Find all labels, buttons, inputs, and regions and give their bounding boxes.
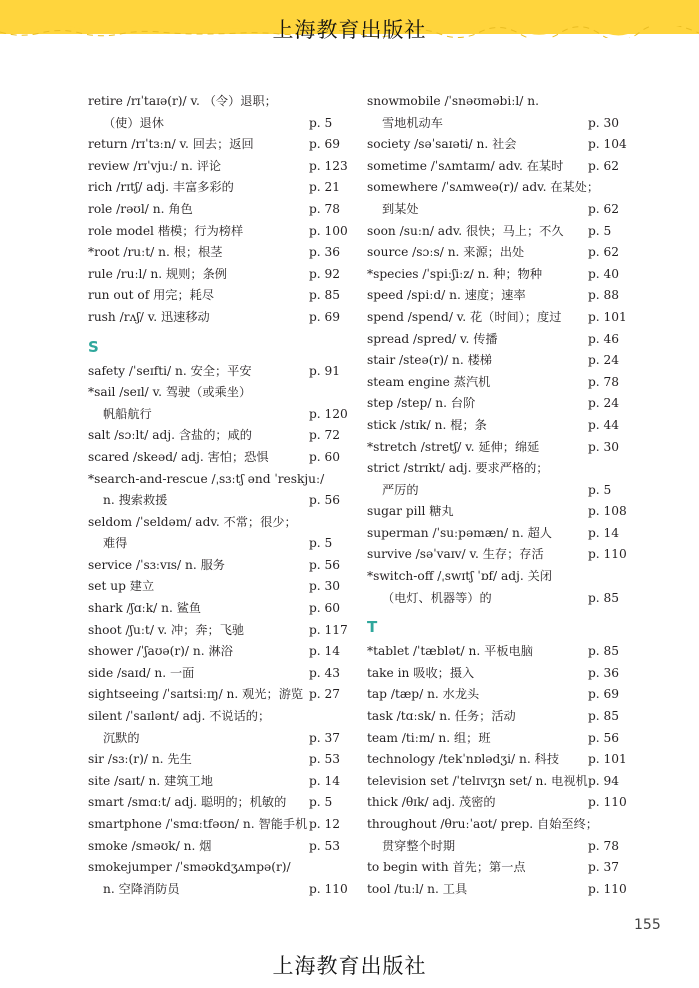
entry-page-ref: p. 91 <box>309 363 341 378</box>
entry-text: rich /rɪtʃ/ adj. 丰富多彩的 <box>88 180 234 195</box>
entry-page-ref: p. 110 <box>309 881 348 896</box>
glossary-entry-line <box>367 749 629 771</box>
entry-page-ref: p. 60 <box>309 601 341 616</box>
entry-page-ref: p. 56 <box>309 493 341 508</box>
entry-text: 难得 <box>103 536 128 551</box>
entry-page-ref: p. 101 <box>588 309 627 324</box>
entry-text: service /ˈsɜːvɪs/ n. 服务 <box>88 557 225 572</box>
glossary-entry-line <box>88 879 350 901</box>
entry-text: n. 搜索救援 <box>103 493 168 508</box>
glossary-entry-line <box>88 264 350 286</box>
entry-text: *search-and-rescue /ˌsɜːtʃ ənd ˈreskjuː/ <box>88 471 325 486</box>
entry-text: spread /spred/ v. 传播 <box>367 331 498 346</box>
entry-page-ref: p. 44 <box>588 417 620 432</box>
entry-text: site /saɪt/ n. 建筑工地 <box>88 773 213 788</box>
glossary-entry-line <box>88 177 350 199</box>
entry-text: take in 吸收；摄入 <box>367 665 475 680</box>
glossary-entry-line <box>88 221 350 243</box>
entry-page-ref: p. 5 <box>588 482 612 497</box>
glossary-entry-line <box>367 771 629 793</box>
glossary-entry-line <box>367 523 629 545</box>
entry-page-ref: p. 14 <box>588 525 620 540</box>
glossary-entry-line <box>88 814 350 836</box>
glossary-entry-line <box>367 857 629 879</box>
entry-text: 沉默的 <box>103 730 140 745</box>
entry-page-ref: p. 78 <box>588 838 620 853</box>
entry-page-ref: p. 56 <box>588 730 620 745</box>
entry-page-ref: p. 62 <box>588 201 620 216</box>
entry-text: （电灯、机器等）的 <box>382 590 492 605</box>
entry-page-ref: p. 43 <box>309 665 341 680</box>
entry-text: soon /suːn/ adv. 很快；马上；不久 <box>367 223 564 238</box>
entry-page-ref: p. 78 <box>309 201 341 216</box>
entry-page-ref: p. 5 <box>309 115 333 130</box>
entry-text: snowmobile /ˈsnəʊməbiːl/ n. <box>367 94 539 108</box>
glossary-entry-line <box>367 177 629 199</box>
entry-text: set up 建立 <box>88 579 155 594</box>
entry-page-ref: p. 53 <box>309 752 341 767</box>
entry-text: steam engine 蒸汽机 <box>367 374 491 389</box>
entry-text: shoot /ʃuːt/ v. 冲；奔；飞驰 <box>88 622 245 637</box>
glossary-entry-line <box>88 447 350 469</box>
glossary-entry-line <box>367 134 629 156</box>
entry-page-ref: p. 36 <box>588 665 620 680</box>
glossary-entry-line <box>88 749 350 771</box>
entry-text: *stretch /stretʃ/ v. 延伸；绵延 <box>367 439 540 454</box>
glossary-entry-line <box>367 393 629 415</box>
entry-page-ref: p. 5 <box>588 223 612 238</box>
publisher-header: 上海教育出版社 <box>272 18 427 42</box>
glossary-entry-line <box>367 91 629 113</box>
entry-text: （使）退休 <box>103 115 164 130</box>
glossary-entry-line <box>88 156 350 178</box>
entry-page-ref: p. 14 <box>309 644 341 659</box>
entry-text: rush /rʌʃ/ v. 迅速移动 <box>88 309 210 324</box>
entry-text: role /rəʊl/ n. 角色 <box>88 201 193 216</box>
glossary-entry-line <box>88 307 350 329</box>
entry-page-ref: p. 117 <box>309 622 348 637</box>
entry-text: retire /rɪˈtaɪə(r)/ v. （令）退职； <box>88 94 277 108</box>
entry-text: 贯穿整个时期 <box>382 838 456 853</box>
entry-page-ref: p. 30 <box>588 439 620 454</box>
entry-page-ref: p. 110 <box>588 881 627 896</box>
glossary-entry-line <box>367 879 629 901</box>
entry-page-ref: p. 94 <box>588 773 620 788</box>
entry-text: scared /skeəd/ adj. 害怕；恐惧 <box>88 449 269 464</box>
glossary-entry-line <box>367 458 629 480</box>
entry-page-ref: p. 101 <box>588 752 627 767</box>
entry-text: *species /ˈspiːʃiːz/ n. 种；物种 <box>367 266 543 281</box>
entry-text: *tablet /ˈtæblət/ n. 平板电脑 <box>367 644 533 659</box>
entry-text: *root /ruːt/ n. 根；根茎 <box>88 245 223 260</box>
entry-page-ref: p. 14 <box>309 773 341 788</box>
entry-text: 雪地机动车 <box>382 115 443 130</box>
glossary-entry-line <box>88 361 350 383</box>
entry-text: source /sɔːs/ n. 来源；出处 <box>367 245 525 260</box>
glossary-entry-line <box>367 437 629 459</box>
glossary-entry-line <box>367 792 629 814</box>
glossary-entry-line <box>88 490 350 512</box>
entry-text: to begin with 首先；第一点 <box>367 860 526 875</box>
entry-text: speed /spiːd/ n. 速度；速率 <box>367 288 526 303</box>
entry-page-ref: p. 100 <box>309 223 348 238</box>
entry-page-ref: p. 88 <box>588 288 620 303</box>
entry-text: tool /tuːl/ n. 工具 <box>367 881 468 896</box>
entry-page-ref: p. 53 <box>309 838 341 853</box>
glossary-entry-line <box>88 199 350 221</box>
glossary-entry-line <box>88 134 350 156</box>
glossary-entry-line <box>88 242 350 264</box>
entry-text: technology /tekˈnɒlədʒi/ n. 科技 <box>367 752 560 767</box>
entry-text: 帆船航行 <box>103 406 152 421</box>
glossary-entry-line <box>367 415 629 437</box>
glossary-entry-line <box>367 480 629 502</box>
entry-page-ref: p. 92 <box>309 266 341 281</box>
glossary-right-column <box>367 91 629 900</box>
entry-text: 到某处 <box>382 201 419 216</box>
entry-text: shark /ʃɑːk/ n. 鲨鱼 <box>88 601 202 616</box>
entry-text: salt /sɔːlt/ adj. 含盐的；咸的 <box>88 428 252 443</box>
glossary-entry-line <box>367 566 629 588</box>
entry-text: spend /spend/ v. 花（时间）；度过 <box>367 309 562 324</box>
glossary-entry-line <box>88 663 350 685</box>
glossary-entry-line <box>88 641 350 663</box>
glossary-entry-line <box>88 404 350 426</box>
entry-page-ref: p. 21 <box>309 180 341 195</box>
publisher-footer: 上海教育出版社 <box>272 954 427 978</box>
entry-text: side /saɪd/ n. 一面 <box>88 665 195 680</box>
entry-page-ref: p. 78 <box>588 374 620 389</box>
entry-text: sugar pill 糖丸 <box>367 504 454 519</box>
glossary-entry-line <box>367 350 629 372</box>
glossary-entry-line <box>88 113 350 135</box>
entry-page-ref: p. 37 <box>309 730 341 745</box>
entry-page-ref: p. 30 <box>309 579 341 594</box>
glossary-entry-line <box>367 663 629 685</box>
glossary-entry-line <box>367 156 629 178</box>
entry-text: stair /steə(r)/ n. 楼梯 <box>367 353 492 368</box>
entry-page-ref: p. 72 <box>309 428 341 443</box>
glossary-entry-line <box>88 598 350 620</box>
glossary-entry-line <box>367 588 629 610</box>
entry-text: sightseeing /ˈsaɪtsiːɪŋ/ n. 观光；游览 <box>88 687 304 702</box>
glossary-entry-line <box>88 684 350 706</box>
entry-page-ref: p. 24 <box>588 353 620 368</box>
glossary-entry-line <box>367 113 629 135</box>
entry-page-ref: p. 120 <box>309 406 348 421</box>
glossary-entry-line <box>367 221 629 243</box>
entry-text: silent /ˈsaɪlənt/ adj. 不说话的； <box>88 709 271 724</box>
entry-text: seldom /ˈseldəm/ adv. 不常；很少； <box>88 514 297 529</box>
glossary-entry-line <box>88 91 350 113</box>
glossary-entry-line <box>367 544 629 566</box>
entry-text: n. 空降消防员 <box>103 881 180 896</box>
entry-page-ref: p. 40 <box>588 266 620 281</box>
section-letter: T <box>367 618 378 637</box>
entry-page-ref: p. 60 <box>309 449 341 464</box>
entry-text: *switch-off /ˌswɪtʃ ˈɒf/ adj. 关闭 <box>367 569 552 584</box>
glossary-entry-line <box>88 555 350 577</box>
entry-page-ref: p. 46 <box>588 331 620 346</box>
glossary-entry-line <box>88 512 350 534</box>
entry-text: throughout /θruːˈaʊt/ prep. 自始至终； <box>367 817 598 831</box>
entry-page-ref: p. 104 <box>588 137 627 152</box>
entry-page-ref: p. 123 <box>309 158 348 173</box>
entry-page-ref: p. 85 <box>309 288 341 303</box>
entry-page-ref: p. 108 <box>588 504 627 519</box>
entry-page-ref: p. 5 <box>309 536 333 551</box>
glossary-entry-line <box>88 425 350 447</box>
glossary-entry-line <box>88 533 350 555</box>
entry-page-ref: p. 27 <box>309 687 341 702</box>
glossary-entry-line <box>88 857 350 879</box>
entry-text: society /səˈsaɪəti/ n. 社会 <box>367 137 517 152</box>
glossary-entry-line <box>88 706 350 728</box>
glossary-entry-line <box>88 620 350 642</box>
entry-text: step /step/ n. 台阶 <box>367 396 476 411</box>
entry-page-ref: p. 85 <box>588 644 620 659</box>
entry-page-ref: p. 69 <box>588 687 620 702</box>
glossary-entry-line <box>367 836 629 858</box>
glossary-entry-line <box>367 814 629 836</box>
entry-text: task /tɑːsk/ n. 任务；活动 <box>367 709 516 724</box>
glossary-entry-line <box>367 329 629 351</box>
entry-page-ref: p. 36 <box>309 245 341 260</box>
glossary-entry-line <box>88 382 350 404</box>
entry-text: role model 楷模；行为榜样 <box>88 223 244 238</box>
entry-text: shower /ˈʃaʊə(r)/ n. 淋浴 <box>88 644 233 659</box>
glossary-entry-line <box>367 684 629 706</box>
glossary-entry-line <box>88 576 350 598</box>
entry-text: team /tiːm/ n. 组；班 <box>367 730 491 745</box>
section-letter: S <box>88 337 99 356</box>
entry-text: rule /ruːl/ n. 规则；条例 <box>88 266 227 281</box>
page-number: 155 <box>634 917 661 933</box>
entry-page-ref: p. 110 <box>588 795 627 810</box>
glossary-entry-line <box>88 836 350 858</box>
entry-text: thick /θɪk/ adj. 茂密的 <box>367 795 496 810</box>
entry-text: television set /ˈtelɪvɪʒn set/ n. 电视机 <box>367 773 588 788</box>
entry-text: smoke /sməʊk/ n. 烟 <box>88 838 212 853</box>
entry-page-ref: p. 85 <box>588 590 620 605</box>
glossary-entry-line <box>367 372 629 394</box>
entry-page-ref: p. 62 <box>588 245 620 260</box>
entry-text: superman /ˈsuːpəmæn/ n. 超人 <box>367 525 552 540</box>
entry-page-ref: p. 30 <box>588 115 620 130</box>
entry-page-ref: p. 24 <box>588 396 620 411</box>
entry-page-ref: p. 69 <box>309 137 341 152</box>
entry-text: return /rɪˈtɜːn/ v. 回去；返回 <box>88 137 254 152</box>
entry-text: *sail /seɪl/ v. 驾驶（或乘坐） <box>88 385 252 400</box>
entry-text: smart /smɑːt/ adj. 聪明的；机敏的 <box>88 795 287 810</box>
glossary-entry-line <box>367 264 629 286</box>
entry-text: strict /strɪkt/ adj. 要求严格的； <box>367 461 549 476</box>
entry-text: somewhere /ˈsʌmweə(r)/ adv. 在某处； <box>367 180 600 195</box>
entry-text: safety /ˈseɪfti/ n. 安全；平安 <box>88 363 252 378</box>
entry-page-ref: p. 85 <box>588 709 620 724</box>
entry-text: smartphone /ˈsmɑːtfəʊn/ n. 智能手机 <box>88 817 308 831</box>
entry-page-ref: p. 62 <box>588 158 620 173</box>
entry-text: 严厉的 <box>382 482 419 497</box>
glossary-entry-line <box>88 792 350 814</box>
glossary-entry-line <box>367 285 629 307</box>
glossary-entry-line <box>367 728 629 750</box>
glossary-entry-line <box>88 469 350 491</box>
glossary-entry-line <box>88 728 350 750</box>
entry-page-ref: p. 5 <box>309 795 333 810</box>
glossary-entry-line <box>367 706 629 728</box>
entry-page-ref: p. 110 <box>588 547 627 562</box>
entry-page-ref: p. 69 <box>309 309 341 324</box>
glossary-entry-line <box>88 771 350 793</box>
glossary-entry-line <box>88 285 350 307</box>
entry-text: tap /tæp/ n. 水龙头 <box>367 687 480 702</box>
entry-text: sometime /ˈsʌmtaɪm/ adv. 在某时 <box>367 158 564 173</box>
glossary-entry-line <box>367 641 629 663</box>
entry-page-ref: p. 56 <box>309 557 341 572</box>
entry-text: sir /sɜː(r)/ n. 先生 <box>88 752 192 767</box>
glossary-entry-line <box>367 501 629 523</box>
glossary-entry-line <box>367 199 629 221</box>
entry-text: smokejumper /ˈsməʊkdʒʌmpə(r)/ <box>88 860 291 875</box>
entry-page-ref: p. 12 <box>309 817 341 831</box>
entry-text: stick /stɪk/ n. 棍；条 <box>367 417 487 432</box>
glossary-left-column <box>88 91 350 900</box>
entry-text: run out of 用完；耗尽 <box>88 288 215 303</box>
entry-text: review /rɪˈvjuː/ n. 评论 <box>88 158 222 173</box>
glossary-entry-line <box>367 242 629 264</box>
entry-text: survive /səˈvaɪv/ v. 生存；存活 <box>367 547 544 562</box>
entry-page-ref: p. 37 <box>588 860 620 875</box>
glossary-entry-line <box>367 307 629 329</box>
